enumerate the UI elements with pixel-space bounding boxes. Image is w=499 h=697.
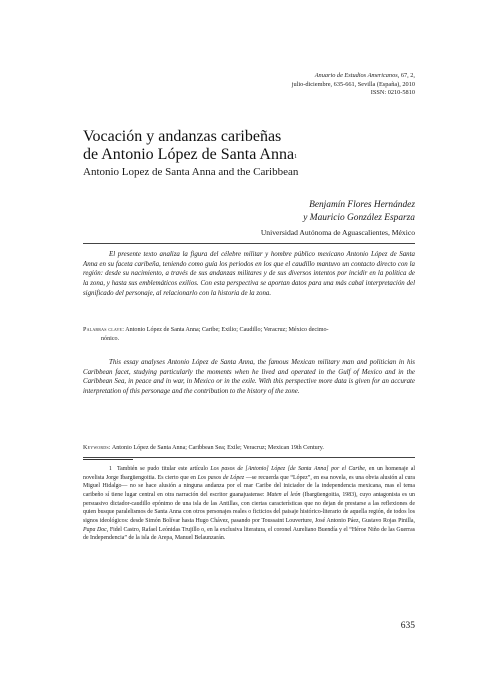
title-line-2 — [83, 146, 423, 164]
keywords-english-text: Antonio López de Santa Anna; Caribbean Sea; Exile; Veracruz; Mexican 19th Century. — [111, 445, 324, 451]
abstract-english-text: This essay analyses Antonio López de Santa Anna, the famous Mexican military man and politician in his Caribbean facet, studying particularly the moments when he lived and operated in the Gulf of Mexico and in the Caribbean Sea, in peace and in war, in Mexico or in the exile. With this perspective more data is given for an accurate interpretation of this personage and the contribution to the history of the zone. — [83, 359, 415, 395]
title-line-2-text: de Antonio López de Santa Anna — [83, 146, 295, 163]
footnote-italic-1: Los pasos de [Antonio] López [de Santa Anna] por el Caribe — [210, 466, 365, 472]
journal-volume: , 67, 2, — [397, 72, 415, 79]
journal-citation — [155, 72, 415, 98]
article-title — [83, 128, 423, 164]
journal-line-2: julio-diciembre, 635-661, Sevilla (España), 2010 — [291, 80, 415, 88]
footnote-italic-3: Maten al león — [266, 491, 301, 498]
footnote-text-1: También se pudo titular este artículo — [116, 466, 211, 472]
abstract-spanish-text: El presente texto analiza la figura del célebre militar y hombre público mexicano Antonio López de Santa Anna en su faceta caribeña, teniendo como guía los periodos en los que el caudillo mantuvo un contacto directo con la región: desde su nacimiento, a través de sus andanzas militares y de sus diversos intentos por incidir en la política de la zona, y hasta sus emblemáticos exilios. Con esta perspectiva se aportan datos para una más cabal interpretación del significado del personaje, al relacionarlo con la historia de la zona. — [83, 251, 415, 297]
keywords-spanish-label: Palabras clave: — [83, 327, 125, 333]
footnote-text-2: , en un homenaje al novelista Jorge Ibargüengoitia. Es cierto que en — [83, 466, 415, 481]
authors — [155, 199, 415, 224]
footnote-italic-2: Los pasos de López — [197, 474, 245, 481]
page-number: 635 — [400, 621, 415, 631]
abstract-spanish — [83, 250, 415, 298]
footnote-italic-4: Papa Doc — [83, 526, 107, 533]
keywords-english — [83, 444, 415, 453]
journal-line-1 — [155, 72, 415, 81]
footnote-separator — [83, 459, 133, 460]
bottom-divider — [83, 457, 415, 458]
keywords-spanish-text: Antonio López de Santa Anna; Caribe; Exilio; Caudillo; Veracruz; México decimo- — [125, 327, 329, 333]
affiliation: Universidad Autónoma de Aguascalientes, México — [260, 228, 415, 237]
keywords-spanish — [83, 326, 415, 344]
journal-issn: ISSN: 0210-5810 — [370, 89, 415, 97]
english-title: Antonio Lopez de Santa Anna and the Caribbean — [83, 166, 299, 178]
author-1: Benjamín Flores Hernández — [309, 200, 415, 210]
footnote-text-4: (Ibargüengoitia, 1983), cuyo antagonista es un persuasivo dictador-caudillo epónimo de una isla de las Antillas, con ciertas características que no dejan de prestarse a las reflexiones de quien busque paralelismos de Santa Anna con otros personajes reales o ficticios del paisaje histórico-literario de aquella región, de todos los signos ideológicos: desde Simón Bolívar hasta Hugo Chávez, pasando por Toussaint Louverture, José Antonio Páez, Gustavo Rojas Pinilla, — [83, 491, 415, 524]
footnote-text-5: , Fidel Castro, Rafael Leónidas Trujillo o, en la exclusiva literatura, el coronel Aureliano Buendía y el “Héroe Niño de las Guerras de Independencia” de la isla de Arepa, Manuel Belaunzarán. — [83, 526, 415, 542]
top-divider — [83, 243, 415, 244]
footnote-text-3: —se recuerda que “López”, en esa novela, es una obvia alusión al cura Miguel Hidalgo— no se hace alusión a ninguna andanza por el mar Caribe del iniciador de la independencia mexicana, mas el tema caribeño sí tiene lugar central en otra narración del escritor guanajuatense: — [83, 474, 415, 498]
abstract-english — [83, 358, 415, 397]
footnote-number: 1 — [109, 466, 112, 472]
author-2: y Mauricio González Esparza — [303, 212, 415, 223]
title-line-1: Vocación y andanzas caribeñas — [83, 128, 282, 145]
keywords-english-label: Keywords: — [83, 445, 111, 451]
title-footnote-mark[interactable]: 1 — [294, 154, 298, 160]
footnote — [83, 465, 415, 543]
keywords-spanish-cont: nónico. — [101, 335, 120, 342]
journal-name: Anuario de Estudios Americanos — [314, 72, 398, 79]
